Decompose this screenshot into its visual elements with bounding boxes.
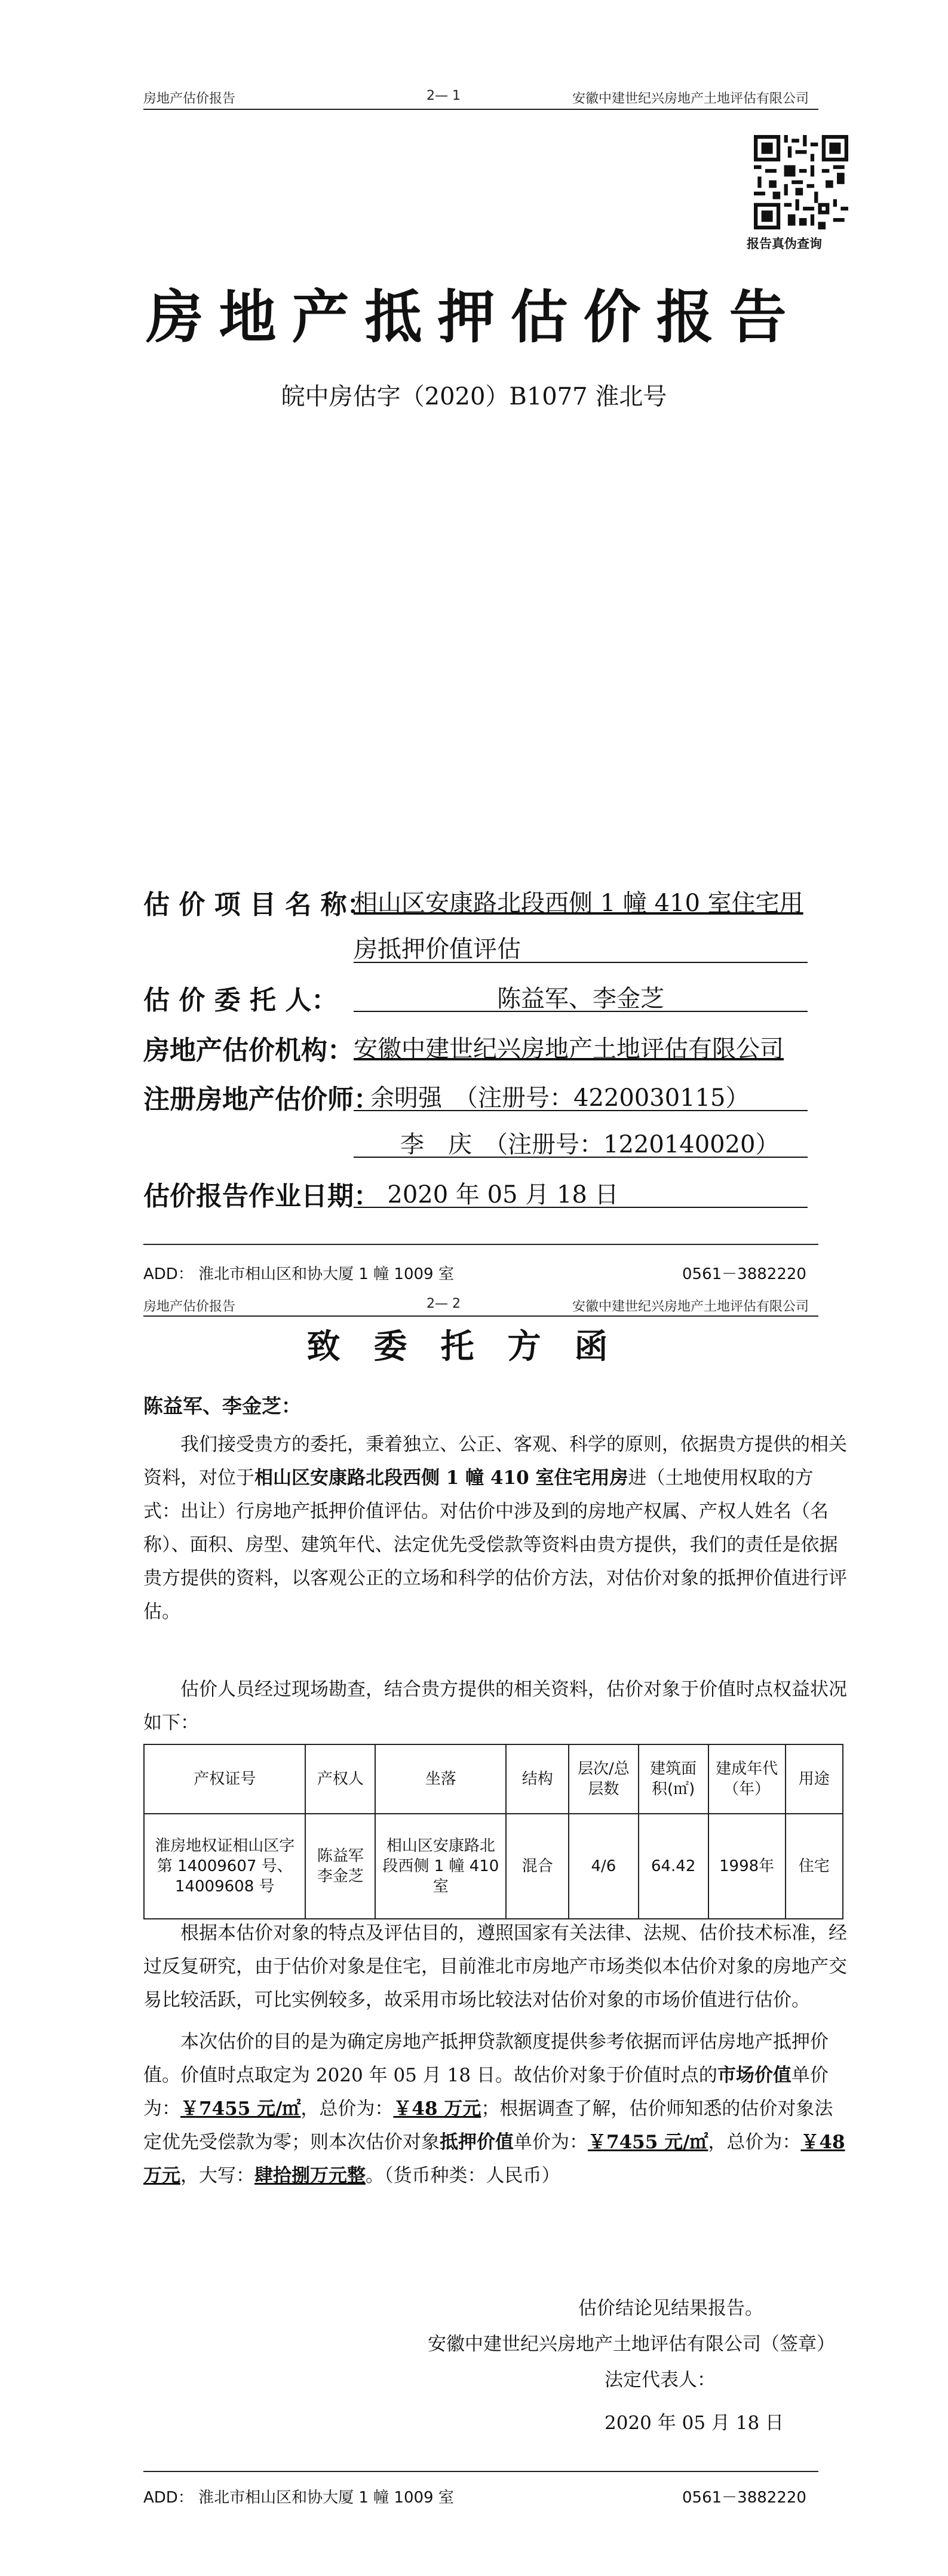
page1-footer-address: ADD： 淮北市相山区和协大厦 1 幢 1009 室 bbox=[143, 1265, 454, 1283]
field-label-agency: 房地产估价机构： bbox=[143, 1035, 354, 1066]
qr-code-icon bbox=[754, 135, 848, 229]
page2-header-left: 房地产估价报告 bbox=[143, 1299, 236, 1314]
report-number: 皖中房估字（2020）B1077 淮北号 bbox=[281, 383, 667, 410]
paragraph-1-text-b: 进（土地使用权取的方式：出让）行房地产抵押价值评估。对估价中涉及到的房地产权属、产权人姓名（名称）、面积、房型、建筑年代、法定优先受偿款等资料由贵方提供，我们的责任是依据贵方提供的资料，以客观公正的立场和科学的估价方法，对估价对象的抵押价值进行评估。 bbox=[143, 1467, 847, 1623]
field-label-project: 估 价 项 目 名 称： bbox=[143, 890, 373, 920]
field-value-appraiser-1: 余明强 （注册号：4220030115） bbox=[370, 1084, 750, 1112]
field-value-project-line2: 房抵押价值评估 bbox=[354, 936, 521, 963]
table-cell-structure: 混合 bbox=[506, 1814, 569, 1919]
sign-note: 估价结论见结果报告。 bbox=[578, 2298, 763, 2319]
paragraph-4-text: ，总价为： bbox=[300, 2098, 394, 2120]
table-header: 产权人 bbox=[305, 1744, 375, 1814]
field-underline-client bbox=[354, 1011, 808, 1012]
table-header-row bbox=[144, 1744, 843, 1814]
paragraph-4-text: 单价为： bbox=[514, 2132, 588, 2153]
field-label-appraisers: 注册房地产估价师： bbox=[143, 1084, 380, 1115]
page1-footer-rule bbox=[143, 1244, 818, 1245]
field-label-date: 估价报告作业日期： bbox=[143, 1181, 380, 1212]
letter-paragraph-2: 估价人员经过现场勘查，结合贵方提供的相关资料，估价对象于价值时点权益状况如下： bbox=[143, 1679, 847, 1734]
page2-footer-phone: 0561－3882220 bbox=[682, 2489, 806, 2507]
paragraph-4-text: ，总价为： bbox=[708, 2132, 801, 2153]
letter-paragraph-4 bbox=[143, 2025, 848, 2192]
field-value-date: 2020 年 05 月 18 日 bbox=[387, 1181, 619, 1209]
table-row bbox=[144, 1814, 843, 1919]
paragraph-4-text: 。（货币种类：人民币） bbox=[366, 2165, 560, 2186]
letter-paragraph-1 bbox=[143, 1428, 848, 1629]
page2-header-company: 安徽中建世纪兴房地产土地评估有限公司 bbox=[572, 1299, 809, 1314]
property-location: 相山区安康路北段西侧 1 幢 410 室住宅用房 bbox=[254, 1467, 628, 1489]
paragraph-1-text-a: 我们接受贵方的委托，秉着独立、公正、客观、科学的原则，依据贵方提供的相关资料，对位于 bbox=[143, 1434, 847, 1489]
field-value-agency: 安徽中建世纪兴房地产土地评估有限公司 bbox=[354, 1035, 784, 1063]
sign-legal-rep: 法定代表人： bbox=[605, 2369, 716, 2391]
table-header: 层次/总层数 bbox=[569, 1744, 639, 1814]
table-header: 坐落 bbox=[375, 1744, 506, 1814]
page1-header-left: 房地产估价报告 bbox=[143, 91, 236, 106]
field-underline-appraiser-1 bbox=[354, 1110, 808, 1111]
table-cell-area: 64.42 bbox=[639, 1814, 708, 1919]
report-title: 房地产抵押估价报告 bbox=[146, 283, 802, 351]
table-cell-use: 住宅 bbox=[786, 1814, 843, 1919]
property-table bbox=[143, 1744, 843, 1919]
table-cell-cert: 淮房地权证相山区字第 14009607 号、14009608 号 bbox=[144, 1814, 305, 1919]
market-value-label: 市场价值 bbox=[717, 2065, 791, 2086]
page2-footer-rule bbox=[143, 2471, 818, 2472]
field-value-project-line1: 相山区安康路北段西侧 1 幢 410 室住宅用 bbox=[354, 890, 803, 917]
table-header: 建成年代（年） bbox=[708, 1744, 786, 1814]
page1-header-company: 安徽中建世纪兴房地产土地评估有限公司 bbox=[572, 91, 809, 106]
field-label-client: 估 价 委 托 人： bbox=[143, 985, 338, 1016]
mortgage-total-price: ￥48 万元 bbox=[143, 2132, 845, 2186]
market-unit-price: ￥7455 元/㎡ bbox=[180, 2098, 301, 2120]
page1-header-page-number: 2— 1 bbox=[427, 88, 461, 103]
paragraph-4-text: 单价为： bbox=[143, 2065, 829, 2120]
sign-company: 安徽中建世纪兴房地产土地评估有限公司（签章） bbox=[428, 2333, 835, 2355]
paragraph-4-text: ；根据调查了解，估价师知悉的估价对象法定优先受偿款为零；则本次估价对象 bbox=[143, 2098, 833, 2153]
table-header: 用途 bbox=[786, 1744, 843, 1814]
table-header: 结构 bbox=[506, 1744, 569, 1814]
field-underline-date bbox=[354, 1207, 808, 1208]
mortgage-unit-price: ￥7455 元/㎡ bbox=[588, 2132, 708, 2153]
page2-header-rule bbox=[143, 1315, 818, 1317]
field-underline-project bbox=[354, 962, 808, 963]
qr-caption: 报告真伪查询 bbox=[747, 237, 822, 251]
table-cell-floor: 4/6 bbox=[569, 1814, 639, 1919]
field-value-client: 陈益军、李金芝 bbox=[497, 985, 664, 1013]
amount-in-words: 肆拾捌万元整 bbox=[254, 2165, 366, 2186]
letter-paragraph-3: 根据本估价对象的特点及评估目的，遵照国家有关法律、法规、估价技术标准，经过反复研究，由于估价对象是住宅，目前淮北市房地产市场类似本估价对象的房地产交易比较活跃，可比实例较多，故采用市场比较法对估价对象的市场价值进行估价。 bbox=[143, 1922, 847, 2011]
field-value-appraiser-2: 李 庆 （注册号：1220140020） bbox=[400, 1131, 780, 1158]
sign-date: 2020 年 05 月 18 日 bbox=[605, 2412, 784, 2434]
market-total-price: ￥48 万元 bbox=[393, 2098, 481, 2120]
page2-header-page-number: 2— 2 bbox=[427, 1296, 461, 1311]
paragraph-4-text: 本次估价的目的是为确定房地产抵押贷款额度提供参考依据而评估房地产抵押价值。价值时点取定为 2020 年 05 月 18 日。故估价对象于价值时点的 bbox=[143, 2031, 829, 2086]
table-cell-year: 1998年 bbox=[708, 1814, 786, 1919]
table-header: 建筑面积(㎡) bbox=[639, 1744, 708, 1814]
table-cell-owner: 陈益军李金芝 bbox=[305, 1814, 375, 1919]
letter-salutation: 陈益军、李金芝： bbox=[143, 1394, 301, 1418]
page2-footer-address: ADD： 淮北市相山区和协大厦 1 幢 1009 室 bbox=[143, 2489, 454, 2507]
paragraph-4-text: ，大写： bbox=[180, 2165, 254, 2186]
page1-footer-phone: 0561－3882220 bbox=[682, 1265, 806, 1283]
letter-title: 致委托方函 bbox=[306, 1327, 642, 1366]
page1-header-rule bbox=[143, 109, 818, 110]
mortgage-value-label: 抵押价值 bbox=[440, 2132, 514, 2153]
table-cell-location: 相山区安康路北段西侧 1 幢 410 室 bbox=[375, 1814, 506, 1919]
table-header: 产权证号 bbox=[144, 1744, 305, 1814]
field-underline-appraiser-2 bbox=[354, 1157, 808, 1158]
